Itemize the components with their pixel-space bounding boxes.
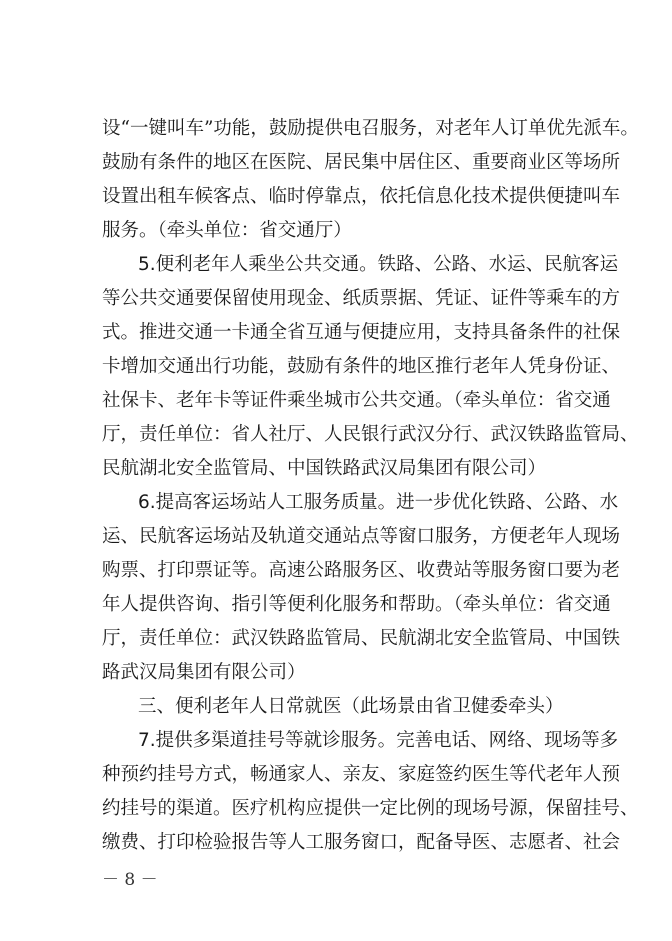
text-line-7: 式。推进交通一卡通全省互通与便捷应用，支持具备条件的社保 xyxy=(102,322,621,343)
text-line-17: 路武汉局集团有限公司） xyxy=(102,662,306,683)
text-line-2: 鼓励有条件的地区在医院、居民集中居住区、重要商业区等场所 xyxy=(102,152,621,173)
text-line-8: 卡增加交通出行功能，鼓励有条件的地区推行老年人凭身份证、 xyxy=(102,356,621,377)
text-line-15: 年人提供咨询、指引等便利化服务和帮助。（牵头单位：省交通 xyxy=(102,594,611,615)
text-line-20: 种预约挂号方式，畅通家人、亲友、家庭签约医生等代老年人预 xyxy=(102,764,621,785)
text-line-3: 设置出租车候客点、临时停靠点，依托信息化技术提供便捷叫车 xyxy=(102,186,621,207)
item-7-title: 7.提供多渠道挂号等就诊服务。 xyxy=(138,730,397,751)
section-heading: 三、便利老年人日常就医（此场景由省卫健委牵头） xyxy=(138,696,564,717)
item-6-title: 6.提高客运场站人工服务质量。 xyxy=(138,492,397,513)
text-line-4: 服务。（牵头单位：省交通厅） xyxy=(102,220,352,241)
text-line-1: 设“一键叫车”功能，鼓励提供电召服务，对老年人订单优先派车。 xyxy=(102,118,639,139)
text-line-16: 厅，责任单位：武汉铁路监管局、民航湖北安全监管局、中国铁 xyxy=(102,628,621,649)
text-line-11: 民航湖北安全监管局、中国铁路武汉局集团有限公司） xyxy=(102,458,547,479)
item-6-line-1: 6.提高客运场站人工服务质量。进一步优化铁路、公路、水 xyxy=(138,492,619,513)
text-line-21: 约挂号的渠道。医疗机构应提供一定比例的现场号源，保留挂号、 xyxy=(102,798,639,819)
item-7-line-1: 7.提供多渠道挂号等就诊服务。完善电话、网络、现场等多 xyxy=(138,730,619,751)
item-5-title: 5.便利老年人乘坐公共交通。 xyxy=(138,254,378,275)
text-line-13: 运、民航客运场站及轨道交通站点等窗口服务，方便老年人现场 xyxy=(102,526,621,547)
text-line-6: 等公共交通要保留使用现金、纸质票据、凭证、证件等乘车的方 xyxy=(102,288,621,309)
text-line-22: 缴费、打印检验报告等人工服务窗口，配备导医、志愿者、社会 xyxy=(102,832,621,853)
text-line-9: 社保卡、老年卡等证件乘坐城市公共交通。（牵头单位：省交通 xyxy=(102,390,611,411)
item-5-line-1: 5.便利老年人乘坐公共交通。铁路、公路、水运、民航客运 xyxy=(138,254,619,275)
page-number: － 8 － xyxy=(102,870,158,890)
text-line-10: 厅，责任单位：省人社厅、人民银行武汉分行、武汉铁路监管局、 xyxy=(102,424,639,445)
text-line-14: 购票、打印票证等。高速公路服务区、收费站等服务窗口要为老 xyxy=(102,560,621,581)
